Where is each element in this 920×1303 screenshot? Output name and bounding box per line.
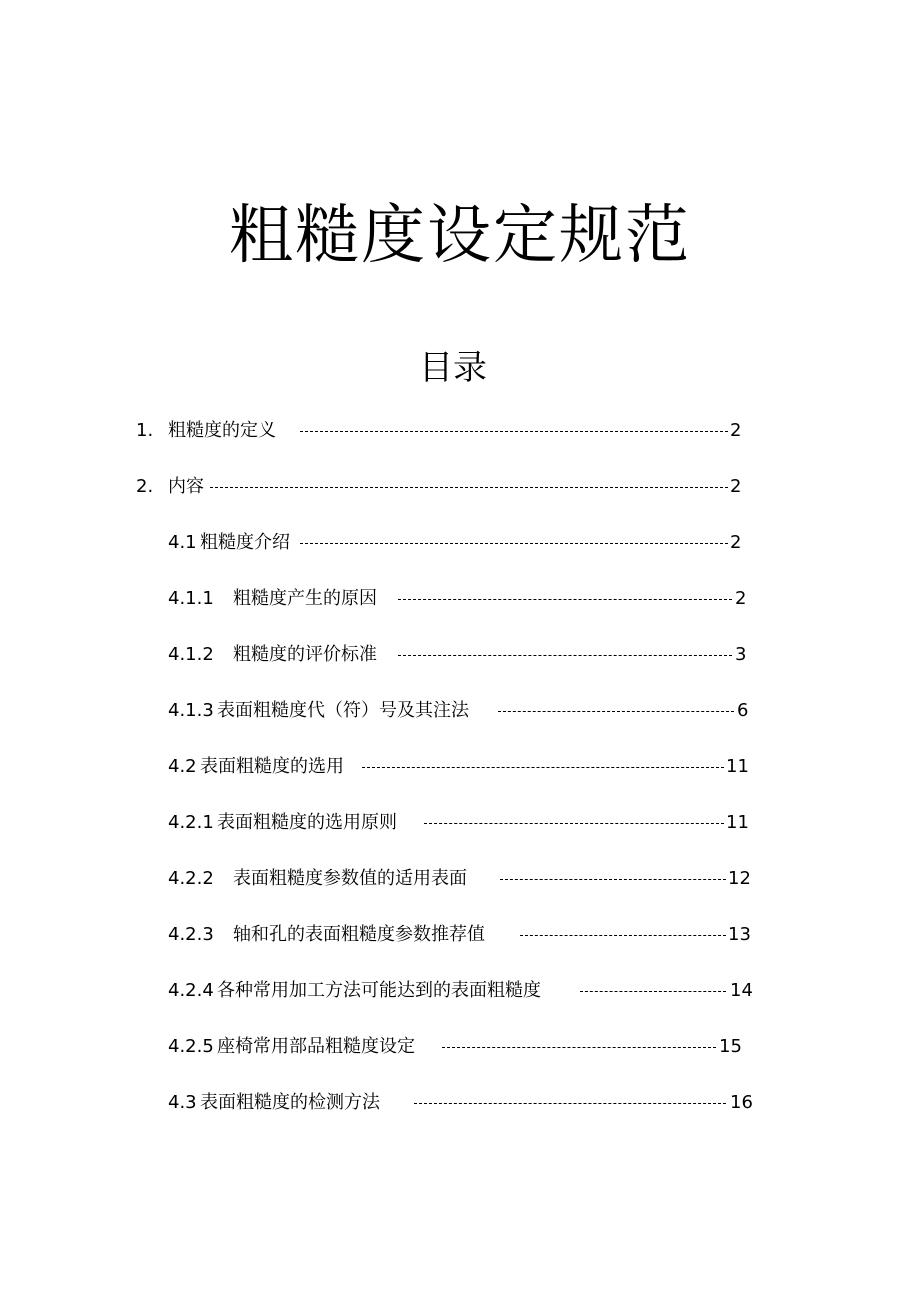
toc-entry[interactable] [168, 530, 748, 556]
toc-entry-label: 各种常用加工方法可能达到的表面粗糙度 [217, 980, 541, 1001]
toc-entry-number: 4.3 [168, 1092, 197, 1113]
toc-entry-number: 4.2.1 [168, 812, 214, 833]
toc-entry[interactable] [168, 642, 758, 668]
toc-entry-number: 4.1.2 [168, 644, 214, 665]
toc-entry-label: 表面粗糙度的选用 [200, 756, 344, 777]
toc-entry-leader [442, 1047, 716, 1048]
toc-entry-label: 粗糙度的评价标准 [233, 644, 377, 665]
toc-entry[interactable] [168, 754, 758, 780]
toc-entry-number: 4.2 [168, 756, 197, 777]
toc-entry-page: 14 [730, 980, 753, 1001]
toc-entry[interactable] [136, 418, 748, 444]
toc-entry[interactable] [168, 922, 758, 948]
toc-entry-leader [520, 935, 726, 936]
toc-entry-number: 4.2.3 [168, 924, 214, 945]
toc-entry-leader [398, 655, 732, 656]
toc-entry-number: 2. [136, 476, 154, 497]
toc-entry-page: 15 [719, 1036, 742, 1057]
toc-entry-label: 内容 [168, 476, 204, 497]
toc-entry-label: 表面粗糙度的选用原则 [217, 812, 397, 833]
toc-entry-page: 2 [730, 532, 742, 553]
toc-entry[interactable] [168, 1090, 758, 1116]
toc-entry-leader [500, 879, 726, 880]
toc-entry-page: 11 [726, 756, 749, 777]
toc-entry[interactable] [168, 978, 758, 1004]
toc-entry-number: 4.2.5 [168, 1036, 214, 1057]
document-title: 粗糙度设定规范 [229, 199, 691, 273]
toc-entry-number: 1. [136, 420, 154, 441]
toc-entry-leader [580, 991, 726, 992]
toc-entry-number: 4.2.2 [168, 868, 214, 889]
toc-entry-leader [210, 487, 728, 488]
toc-entry-leader [300, 431, 728, 432]
toc-entry-page: 12 [728, 868, 751, 889]
toc-entry[interactable] [168, 866, 758, 892]
toc-entry-leader [498, 711, 734, 712]
toc-entry-number: 4.2.4 [168, 980, 214, 1001]
toc-entry-page: 3 [735, 644, 747, 665]
toc-entry-page: 2 [735, 588, 747, 609]
toc-entry-leader [398, 599, 732, 600]
toc-entry[interactable] [168, 1034, 758, 1060]
toc-entry-label: 粗糙度介绍 [200, 532, 290, 553]
toc-entry-page: 13 [728, 924, 751, 945]
toc-heading: 目录 [419, 348, 487, 388]
toc-entry-number: 4.1.1 [168, 588, 214, 609]
toc-entry-number: 4.1 [168, 532, 197, 553]
toc-entry-page: 6 [737, 700, 749, 721]
toc-entry-label: 粗糙度产生的原因 [233, 588, 377, 609]
toc-entry-leader [414, 1103, 726, 1104]
toc-entry-page: 16 [730, 1092, 753, 1113]
toc-entry-page: 2 [730, 476, 742, 497]
toc-entry-label: 座椅常用部品粗糙度设定 [217, 1036, 415, 1057]
toc-entry-leader [424, 823, 724, 824]
toc-entry-label: 表面粗糙度的检测方法 [200, 1092, 380, 1113]
toc-entry-leader [300, 543, 728, 544]
toc-entry[interactable] [168, 586, 758, 612]
toc-entry-label: 表面粗糙度代（符）号及其注法 [217, 700, 469, 721]
toc-entry-page: 2 [730, 420, 742, 441]
toc-entry-label: 轴和孔的表面粗糙度参数推荐值 [233, 924, 485, 945]
toc-entry-number: 4.1.3 [168, 700, 214, 721]
toc-entry[interactable] [136, 474, 748, 500]
toc-entry[interactable] [168, 810, 758, 836]
toc-entry[interactable] [168, 698, 758, 724]
toc-entry-label: 表面粗糙度参数值的适用表面 [233, 868, 467, 889]
toc-entry-page: 11 [726, 812, 749, 833]
toc-entry-leader [362, 767, 724, 768]
toc-entry-label: 粗糙度的定义 [168, 420, 276, 441]
